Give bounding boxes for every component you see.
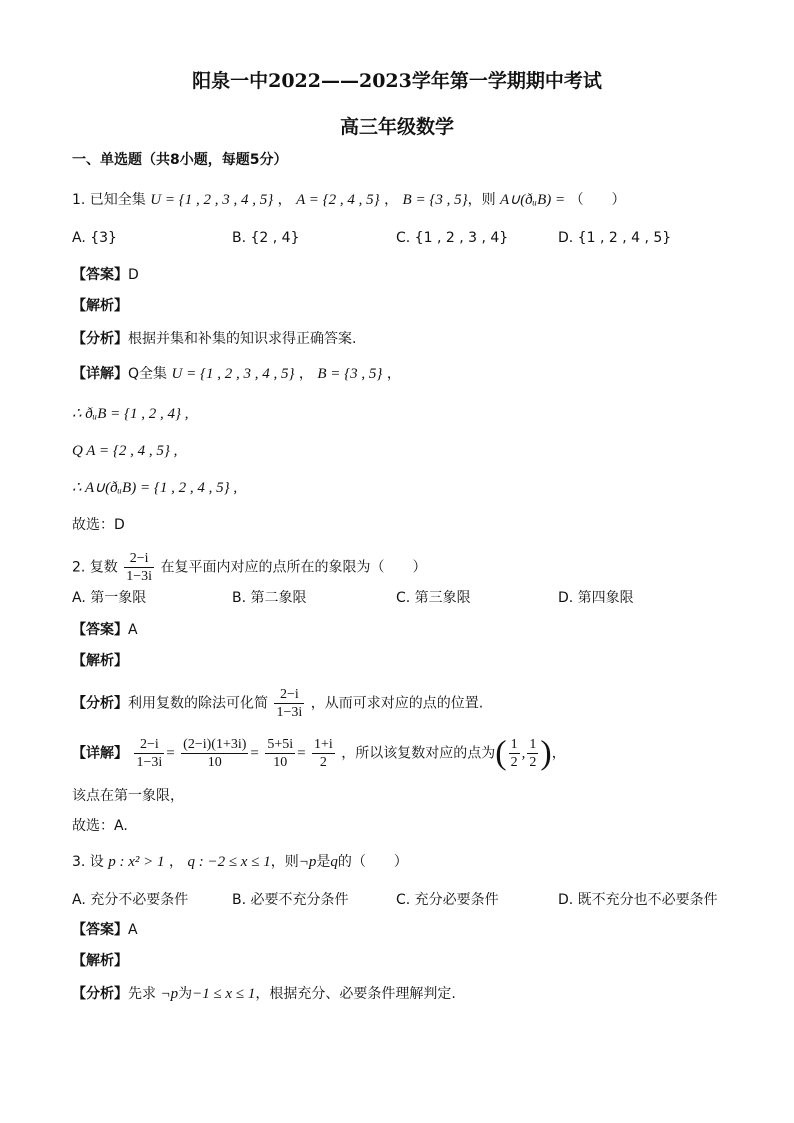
q1-option-c: C. {1 , 2 , 3 , 4}: [396, 230, 509, 246]
q3-option-b: B. 必要不充分条件: [232, 892, 349, 908]
exam-title: 阳泉一中2022——2023学年第一学期期中考试: [192, 70, 602, 92]
q2-option-d: D. 第四象限: [558, 590, 634, 606]
q1-option-d: D. {1 , 2 , 4 , 5}: [558, 230, 672, 246]
q1-option-a: A. {3}: [72, 230, 117, 246]
q1-analysis-tag: 【解析】: [72, 298, 128, 314]
q2-detail-2: 该点在第一象限，: [72, 788, 184, 804]
q1-detail-3: Q A = {2 , 4 , 5} ,: [72, 443, 178, 459]
q2-option-a: A. 第一象限: [72, 590, 147, 606]
q1-answer: 【答案】D: [72, 267, 139, 283]
q3-option-a: A. 充分不必要条件: [72, 892, 189, 908]
q1-detail-1: 【详解】Q全集 U = {1 , 2 , 3 , 4 , 5} ， B = {3 , 5} ，: [72, 366, 401, 382]
q3-answer: 【答案】A: [72, 922, 138, 938]
q2-option-b: B. 第二象限: [232, 590, 307, 606]
section-heading: 一、单选题（共8小题，每题5分）: [72, 152, 288, 168]
q2-answer: 【答案】A: [72, 622, 138, 638]
q2-fenxi: 【分析】利用复数的除法可化简 $\frac{2-i}{1-3i}$ ，从而可求对应的点的位置.: [72, 687, 484, 720]
q2-fraction: $\frac{2-i}{1-3i}$: [126, 551, 153, 584]
q3-option-c: C. 充分必要条件: [396, 892, 499, 908]
exam-subtitle: 高三年级数学: [339, 116, 454, 138]
q1-choose: 故选：D: [72, 517, 125, 533]
q3-fenxi: 【分析】先求 ¬p为−1 ≤ x ≤ 1，根据充分、必要条件理解判定.: [72, 986, 456, 1002]
q2-choose: 故选：A.: [72, 818, 128, 834]
q2-fenxi-fraction: $\frac{2-i}{1-3i}$: [276, 687, 303, 720]
q1-option-b: B. {2 , 4}: [232, 230, 300, 246]
q2-detail: 【详解】 $\frac{2-i}{1-3i}$ = $\frac{(2-i)(1+3i)}{10}$ = $\frac{5+5i}{10}$ = $\frac{1+i}{2}$ ，所以该复数对应的点为( $\frac{1}{2}$ , $\frac{1}{2}$ )，: [72, 734, 566, 772]
q1-fenxi: 【分析】根据并集和补集的知识求得正确答案.: [72, 331, 357, 347]
q2-stem: 2. 复数 $\frac{2-i}{1-3i}$ 在复平面内对应的点所在的象限为（ ）: [72, 551, 427, 584]
q1-stem: 1. 已知全集 U = {1 , 2 , 3 , 4 , 5} ， A = {2 , 4 , 5} ， B = {3 , 5}，则 A∪(ðᵤB) = （ ）: [72, 192, 626, 208]
q2-option-c: C. 第三象限: [396, 590, 471, 606]
q3-stem: 3. 设 p : x² > 1 ， q : −2 ≤ x ≤ 1，则¬p是q的（ ）: [72, 854, 408, 870]
q2-analysis-tag: 【解析】: [72, 653, 128, 669]
q3-option-d: D. 既不充分也不必要条件: [558, 892, 718, 908]
q3-analysis-tag: 【解析】: [72, 953, 128, 969]
q1-detail-2: ∴ ðᵤB = {1 , 2 , 4} ,: [72, 406, 189, 422]
q1-detail-4: ∴ A∪(ðᵤB) = {1 , 2 , 4 , 5} ,: [72, 480, 238, 496]
